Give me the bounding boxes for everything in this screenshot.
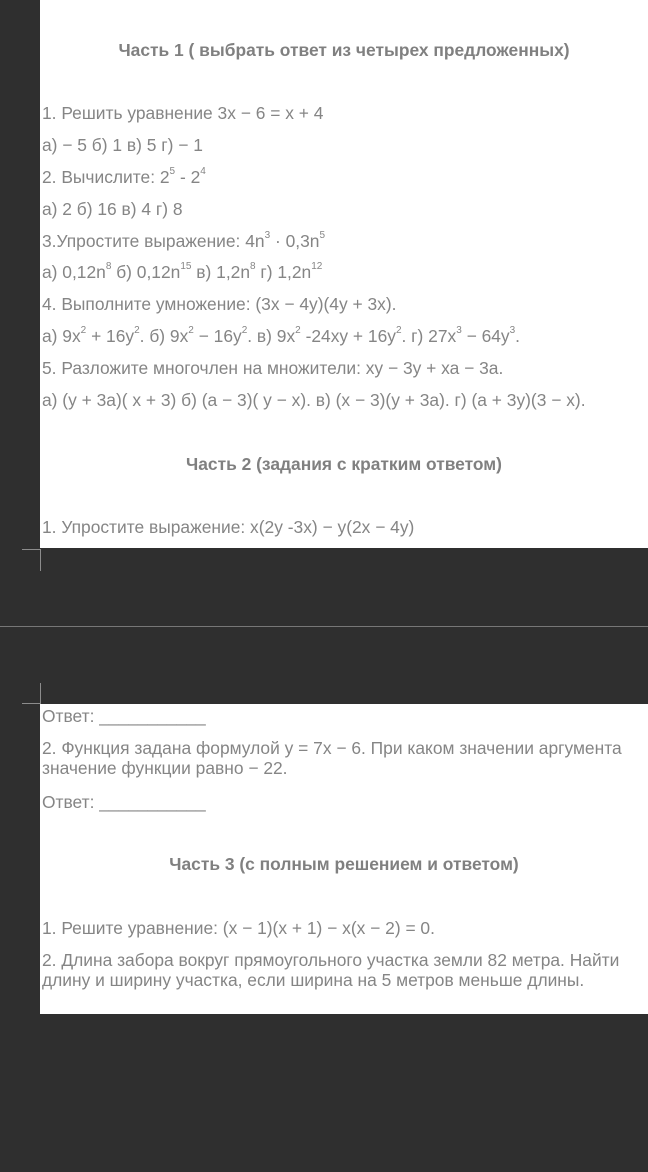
question-1: 1. Решить уравнение 3х − 6 = х + 4	[42, 103, 324, 123]
crop-mark-vertical-2	[40, 683, 41, 704]
question-5: 5. Разложите многочлен на множители: ху − 3у + ха − 3а.	[42, 358, 504, 378]
crop-mark-horizontal-2	[22, 703, 41, 704]
q4-e2: 2	[134, 325, 140, 337]
q3-ans-a: а) 0,12n	[42, 262, 106, 282]
question-2-answers: а) 2 б) 16 в) 4 г) 8	[42, 199, 183, 219]
q4-e3: 2	[188, 325, 194, 337]
q4-p6: -24ху + 16у	[300, 326, 396, 346]
q3-ans-a-exp: 8	[105, 261, 112, 273]
q2-exp2: 4	[200, 166, 206, 178]
question-4: 4. Выполните умножение: (3х − 4у)(4у + 3х).	[42, 294, 397, 314]
q4-p4: − 16у	[193, 326, 242, 346]
q3-exp1: 3	[264, 230, 271, 242]
q4-p7: . г) 27х	[401, 326, 457, 346]
q3-mid: · 0,3n	[270, 231, 320, 251]
part3-question-1: 1. Решите уравнение: (х − 1)(х + 1) − х(х − 2) = 0.	[42, 918, 435, 938]
part3-heading: Часть 3 (с полным решением и ответом)	[169, 854, 519, 874]
q4-p3: . б) 9х	[139, 326, 189, 346]
crop-mark-horizontal	[22, 549, 41, 550]
part2-question-2: 2. Функция задана формулой у = 7х − 6. При каком значении аргумента значение функции равно − 22.	[42, 738, 622, 778]
q4-p8: − 64у	[461, 326, 510, 346]
document-page-2	[40, 704, 648, 1014]
part2-question-1: 1. Упростите выражение: х(2у -3х) − у(2х − 4у)	[42, 517, 415, 537]
q3-ans-g: г) 1,2n	[255, 262, 312, 282]
q4-p9: .	[515, 326, 521, 346]
q3-ans-v: в) 1,2n	[191, 262, 250, 282]
q3-exp2: 5	[319, 230, 325, 242]
q4-e7: 3	[456, 325, 462, 337]
question-1-answers: а) − 5 б) 1 в) 5 г) − 1	[42, 135, 203, 155]
crop-mark-vertical	[40, 549, 41, 571]
part2-heading: Часть 2 (задания с кратким ответом)	[186, 454, 502, 474]
question-4-answers	[42, 326, 520, 346]
q4-e5: 2	[295, 325, 301, 337]
q4-p1: а) 9х	[42, 326, 81, 346]
q4-e4: 2	[241, 325, 248, 337]
answer-line-1: Ответ: ___________	[42, 706, 206, 726]
q4-p5: . в) 9х	[247, 326, 296, 346]
q3-text: 3.Упростите выражение: 4n	[42, 231, 265, 251]
part3-question-2: 2. Длина забора вокруг прямоугольного участка земли 82 метра. Найти длину и ширину участка, если ширина на 5 метров меньше длины.	[42, 950, 620, 990]
q3-ans-b: б) 0,12n	[111, 262, 181, 282]
q3-ans-b-exp: 15	[180, 261, 192, 273]
q4-e8: 3	[509, 325, 516, 337]
document-page-1	[40, 0, 648, 548]
q4-e6: 2	[395, 325, 402, 337]
question-3	[42, 231, 325, 251]
q4-e1: 2	[80, 325, 87, 337]
q3-ans-v-exp: 8	[250, 261, 256, 273]
q2-text: 2. Вычислите: 2	[42, 167, 170, 187]
question-5-answers: а) (у + 3а)( х + 3) б) (а − 3)( у − х). в) (х − 3)(у + 3а). г) (а + 3у)(3 − х).	[42, 390, 586, 410]
question-3-answers	[42, 262, 322, 282]
q2-exp1: 5	[169, 166, 176, 178]
q2-mid: - 2	[175, 167, 201, 187]
part1-heading: Часть 1 ( выбрать ответ из четырех предложенных)	[118, 40, 570, 60]
q3-ans-g-exp: 12	[311, 261, 323, 273]
q4-p2: + 16у	[86, 326, 135, 346]
question-2	[42, 167, 206, 187]
answer-line-2: Ответ: ___________	[42, 792, 206, 812]
page-separator	[0, 626, 648, 627]
